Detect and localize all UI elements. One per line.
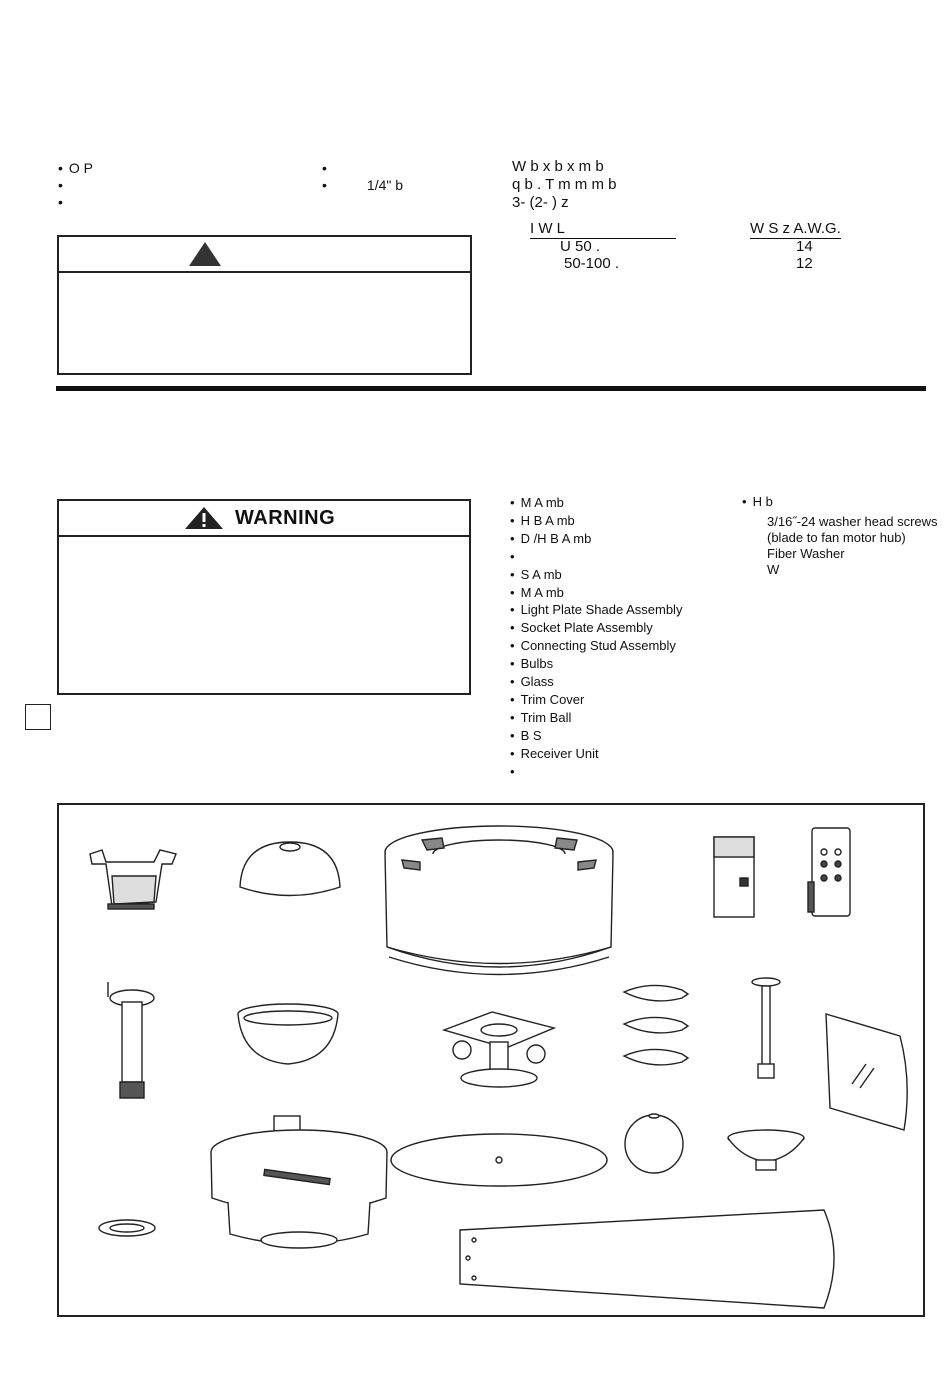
- bulbs-drawing: [624, 985, 688, 1064]
- list-item: • M A mb: [510, 584, 682, 602]
- list-item: • Light Plate Shade Assembly: [510, 601, 682, 619]
- wiring-line: 3- (2- ) z: [512, 194, 569, 211]
- wiring-line: W b x b x m b: [512, 158, 604, 175]
- list-item: • Glass: [510, 673, 682, 691]
- hardware-item: (blade to fan motor hub): [767, 530, 906, 545]
- table-cell: 14: [796, 238, 813, 255]
- table-cell: U 50 .: [560, 238, 601, 255]
- list-item: • B S: [510, 727, 682, 745]
- checkbox-square: [25, 704, 51, 730]
- list-item: [510, 763, 682, 781]
- caution-box: [57, 235, 472, 375]
- tool-item: • O P: [58, 160, 93, 177]
- table-header-gauge: W S z A.W.G.: [750, 220, 841, 237]
- parts-illustration: [59, 805, 923, 1315]
- warning-label: WARNING: [235, 507, 336, 529]
- socket-plate-drawing: [444, 1012, 554, 1087]
- warning-triangle-icon: [189, 242, 221, 266]
- wiring-line: q b . T m m m b: [512, 176, 617, 193]
- hardware-item: Fiber Washer: [767, 546, 845, 561]
- table-row: [530, 238, 910, 255]
- list-item: • Bulbs: [510, 655, 682, 673]
- receiver-drawing: [714, 837, 754, 917]
- trim-ball-drawing: [625, 1114, 683, 1173]
- fan-blade-drawing: [460, 1210, 834, 1308]
- list-item: • M A mb: [510, 494, 682, 512]
- tools-list-right: [322, 160, 403, 194]
- trim-piece-drawing: [728, 1130, 804, 1170]
- parts-list: [510, 494, 682, 781]
- hardware-item: 3/16˝-24 washer head screws: [767, 514, 938, 529]
- list-item: • Trim Cover: [510, 691, 682, 709]
- table-row: [530, 255, 910, 272]
- tool-item: [58, 194, 93, 211]
- mounting-bracket-drawing: [90, 850, 176, 909]
- table-cell: 50-100 .: [564, 255, 620, 272]
- warning-box: [57, 499, 471, 695]
- section-divider: [56, 386, 926, 391]
- connecting-stud-drawing: [752, 978, 780, 1078]
- table-cell: 12: [796, 255, 813, 272]
- warning-exclamation-icon: [185, 507, 223, 529]
- list-item: • H B A mb: [510, 512, 682, 530]
- canopy-drawing: [240, 842, 340, 896]
- tool-item: [322, 160, 403, 177]
- warning-header: [59, 501, 469, 537]
- motor-housing-drawing: [385, 826, 613, 975]
- tools-list-left: [58, 160, 93, 211]
- hardware-item: W: [767, 562, 780, 577]
- tool-item: [58, 177, 93, 194]
- tool-item: • 1/4" b: [322, 177, 403, 194]
- trim-cover-drawing: [391, 1134, 607, 1186]
- parts-illustration-frame: [57, 803, 925, 1317]
- glass-drawing: [826, 1014, 907, 1130]
- list-item: • Connecting Stud Assembly: [510, 637, 682, 655]
- downrod-drawing: [108, 982, 154, 1098]
- hardware-list: [742, 494, 947, 578]
- wire-gauge-table: [530, 220, 910, 272]
- list-item: • Receiver Unit: [510, 745, 682, 763]
- list-item: • S A mb: [510, 566, 682, 584]
- caution-header: [59, 237, 470, 273]
- hardware-title: • H b: [742, 494, 947, 510]
- list-item: • D /H B A mb: [510, 530, 682, 548]
- table-header-length: I W L: [530, 220, 676, 239]
- wiring-instructions: [512, 158, 912, 212]
- remote-drawing: [808, 828, 850, 916]
- shade-bowl-drawing: [238, 1004, 338, 1064]
- washer-drawing: [99, 1220, 155, 1236]
- fan-motor-drawing: [211, 1116, 387, 1248]
- list-item: [510, 548, 682, 566]
- list-item: • Socket Plate Assembly: [510, 619, 682, 637]
- list-item: • Trim Ball: [510, 709, 682, 727]
